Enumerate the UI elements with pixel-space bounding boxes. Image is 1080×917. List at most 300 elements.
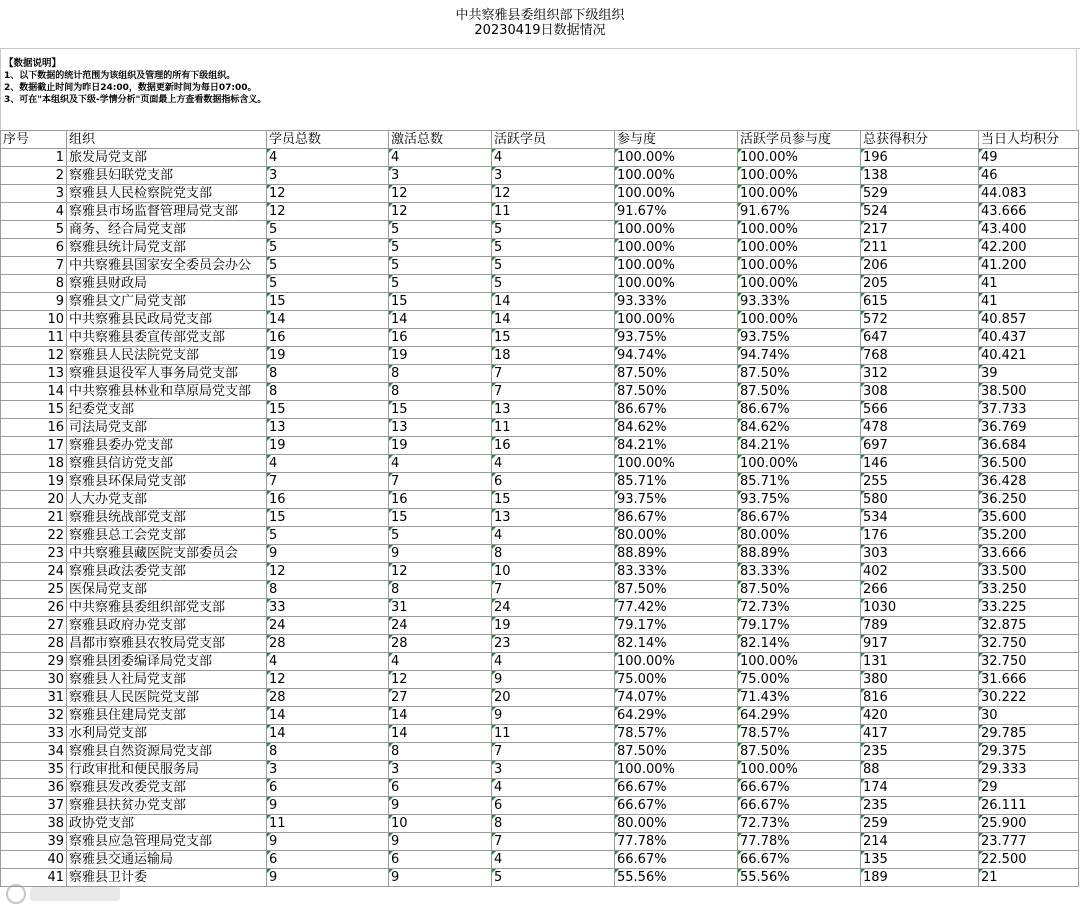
cell-activated[interactable]: 15 bbox=[389, 401, 492, 419]
cell-participation[interactable]: 86.67% bbox=[615, 401, 738, 419]
cell-active-students[interactable]: 13 bbox=[492, 509, 615, 527]
cell-activated[interactable]: 9 bbox=[389, 797, 492, 815]
cell-total-points[interactable]: 214 bbox=[861, 833, 979, 851]
cell-avg-points[interactable]: 33.666 bbox=[979, 545, 1079, 563]
cell-participation[interactable]: 91.67% bbox=[615, 203, 738, 221]
cell-index[interactable]: 30 bbox=[1, 671, 67, 689]
cell-activated[interactable]: 5 bbox=[389, 257, 492, 275]
cell-participation[interactable]: 74.07% bbox=[615, 689, 738, 707]
cell-active-students[interactable]: 24 bbox=[492, 599, 615, 617]
cell-org[interactable]: 察雅县交通运输局 bbox=[67, 851, 267, 869]
cell-active-students[interactable]: 16 bbox=[492, 437, 615, 455]
cell-participation[interactable]: 87.50% bbox=[615, 743, 738, 761]
cell-avg-points[interactable]: 39 bbox=[979, 365, 1079, 383]
header-activated[interactable]: 激活总数 bbox=[389, 131, 492, 149]
cell-activated[interactable]: 16 bbox=[389, 329, 492, 347]
cell-participation[interactable]: 100.00% bbox=[615, 455, 738, 473]
cell-activated[interactable]: 24 bbox=[389, 617, 492, 635]
cell-org[interactable]: 水利局党支部 bbox=[67, 725, 267, 743]
cell-total-students[interactable]: 3 bbox=[267, 761, 389, 779]
cell-participation[interactable]: 93.75% bbox=[615, 329, 738, 347]
cell-activated[interactable]: 3 bbox=[389, 167, 492, 185]
cell-org[interactable]: 政协党支部 bbox=[67, 815, 267, 833]
cell-total-points[interactable]: 312 bbox=[861, 365, 979, 383]
cell-active-participation[interactable]: 100.00% bbox=[738, 185, 861, 203]
cell-activated[interactable]: 14 bbox=[389, 311, 492, 329]
cell-active-students[interactable]: 12 bbox=[492, 185, 615, 203]
cell-avg-points[interactable]: 43.666 bbox=[979, 203, 1079, 221]
cell-index[interactable]: 12 bbox=[1, 347, 67, 365]
cell-total-points[interactable]: 615 bbox=[861, 293, 979, 311]
cell-activated[interactable]: 8 bbox=[389, 581, 492, 599]
cell-total-points[interactable]: 816 bbox=[861, 689, 979, 707]
cell-active-students[interactable]: 7 bbox=[492, 743, 615, 761]
cell-avg-points[interactable]: 38.500 bbox=[979, 383, 1079, 401]
cell-index[interactable]: 34 bbox=[1, 743, 67, 761]
cell-participation[interactable]: 55.56% bbox=[615, 869, 738, 887]
cell-total-students[interactable]: 33 bbox=[267, 599, 389, 617]
cell-active-participation[interactable]: 79.17% bbox=[738, 617, 861, 635]
cell-avg-points[interactable]: 36.684 bbox=[979, 437, 1079, 455]
cell-activated[interactable]: 5 bbox=[389, 527, 492, 545]
cell-activated[interactable]: 19 bbox=[389, 437, 492, 455]
cell-active-participation[interactable]: 100.00% bbox=[738, 455, 861, 473]
cell-index[interactable]: 1 bbox=[1, 149, 67, 167]
cell-total-students[interactable]: 4 bbox=[267, 149, 389, 167]
cell-activated[interactable]: 3 bbox=[389, 761, 492, 779]
cell-avg-points[interactable]: 42.200 bbox=[979, 239, 1079, 257]
cell-participation[interactable]: 100.00% bbox=[615, 239, 738, 257]
cell-org[interactable]: 察雅县扶贫办党支部 bbox=[67, 797, 267, 815]
cell-avg-points[interactable]: 22.500 bbox=[979, 851, 1079, 869]
cell-active-students[interactable]: 6 bbox=[492, 473, 615, 491]
cell-total-students[interactable]: 24 bbox=[267, 617, 389, 635]
cell-active-students[interactable]: 11 bbox=[492, 419, 615, 437]
cell-avg-points[interactable]: 33.250 bbox=[979, 581, 1079, 599]
cell-org[interactable]: 察雅县卫计委 bbox=[67, 869, 267, 887]
cell-activated[interactable]: 14 bbox=[389, 707, 492, 725]
cell-active-participation[interactable]: 86.67% bbox=[738, 401, 861, 419]
cell-active-participation[interactable]: 64.29% bbox=[738, 707, 861, 725]
cell-index[interactable]: 14 bbox=[1, 383, 67, 401]
cell-index[interactable]: 19 bbox=[1, 473, 67, 491]
cell-org[interactable]: 旅发局党支部 bbox=[67, 149, 267, 167]
cell-org[interactable]: 昌都市察雅县农牧局党支部 bbox=[67, 635, 267, 653]
cell-total-points[interactable]: 255 bbox=[861, 473, 979, 491]
cell-index[interactable]: 2 bbox=[1, 167, 67, 185]
cell-avg-points[interactable]: 32.750 bbox=[979, 653, 1079, 671]
cell-index[interactable]: 18 bbox=[1, 455, 67, 473]
cell-index[interactable]: 40 bbox=[1, 851, 67, 869]
cell-total-students[interactable]: 11 bbox=[267, 815, 389, 833]
cell-total-students[interactable]: 14 bbox=[267, 707, 389, 725]
cell-activated[interactable]: 15 bbox=[389, 509, 492, 527]
cell-total-students[interactable]: 12 bbox=[267, 185, 389, 203]
cell-active-participation[interactable]: 100.00% bbox=[738, 257, 861, 275]
cell-participation[interactable]: 88.89% bbox=[615, 545, 738, 563]
cell-total-students[interactable]: 16 bbox=[267, 491, 389, 509]
cell-avg-points[interactable]: 30 bbox=[979, 707, 1079, 725]
cell-activated[interactable]: 6 bbox=[389, 779, 492, 797]
cell-active-participation[interactable]: 78.57% bbox=[738, 725, 861, 743]
cell-index[interactable]: 23 bbox=[1, 545, 67, 563]
cell-activated[interactable]: 8 bbox=[389, 743, 492, 761]
cell-org[interactable]: 察雅县团委编译局党支部 bbox=[67, 653, 267, 671]
cell-total-points[interactable]: 206 bbox=[861, 257, 979, 275]
cell-avg-points[interactable]: 35.600 bbox=[979, 509, 1079, 527]
cell-active-participation[interactable]: 93.33% bbox=[738, 293, 861, 311]
cell-activated[interactable]: 5 bbox=[389, 275, 492, 293]
cell-total-points[interactable]: 308 bbox=[861, 383, 979, 401]
cell-total-students[interactable]: 12 bbox=[267, 563, 389, 581]
cell-active-participation[interactable]: 93.75% bbox=[738, 329, 861, 347]
cell-active-students[interactable]: 4 bbox=[492, 455, 615, 473]
cell-activated[interactable]: 5 bbox=[389, 221, 492, 239]
cell-participation[interactable]: 82.14% bbox=[615, 635, 738, 653]
cell-org[interactable]: 商务、经合局党支部 bbox=[67, 221, 267, 239]
cell-participation[interactable]: 75.00% bbox=[615, 671, 738, 689]
cell-active-participation[interactable]: 66.67% bbox=[738, 779, 861, 797]
cell-org[interactable]: 察雅县退役军人事务局党支部 bbox=[67, 365, 267, 383]
cell-index[interactable]: 21 bbox=[1, 509, 67, 527]
cell-org[interactable]: 察雅县人民医院党支部 bbox=[67, 689, 267, 707]
cell-total-students[interactable]: 12 bbox=[267, 203, 389, 221]
cell-total-points[interactable]: 478 bbox=[861, 419, 979, 437]
cell-activated[interactable]: 9 bbox=[389, 545, 492, 563]
cell-active-participation[interactable]: 100.00% bbox=[738, 653, 861, 671]
cell-activated[interactable]: 6 bbox=[389, 851, 492, 869]
cell-total-students[interactable]: 28 bbox=[267, 635, 389, 653]
cell-active-participation[interactable]: 82.14% bbox=[738, 635, 861, 653]
cell-index[interactable]: 32 bbox=[1, 707, 67, 725]
cell-active-students[interactable]: 7 bbox=[492, 833, 615, 851]
cell-avg-points[interactable]: 21 bbox=[979, 869, 1079, 887]
cell-avg-points[interactable]: 26.111 bbox=[979, 797, 1079, 815]
cell-active-students[interactable]: 7 bbox=[492, 383, 615, 401]
cell-total-points[interactable]: 131 bbox=[861, 653, 979, 671]
cell-active-participation[interactable]: 72.73% bbox=[738, 815, 861, 833]
cell-org[interactable]: 察雅县委办党支部 bbox=[67, 437, 267, 455]
cell-avg-points[interactable]: 40.437 bbox=[979, 329, 1079, 347]
cell-active-participation[interactable]: 93.75% bbox=[738, 491, 861, 509]
cell-total-points[interactable]: 534 bbox=[861, 509, 979, 527]
cell-activated[interactable]: 7 bbox=[389, 473, 492, 491]
cell-participation[interactable]: 93.33% bbox=[615, 293, 738, 311]
cell-active-participation[interactable]: 87.50% bbox=[738, 383, 861, 401]
cell-active-participation[interactable]: 100.00% bbox=[738, 149, 861, 167]
cell-index[interactable]: 20 bbox=[1, 491, 67, 509]
cell-org[interactable]: 察雅县总工会党支部 bbox=[67, 527, 267, 545]
cell-active-participation[interactable]: 77.78% bbox=[738, 833, 861, 851]
cell-total-students[interactable]: 28 bbox=[267, 689, 389, 707]
cell-activated[interactable]: 16 bbox=[389, 491, 492, 509]
cell-total-students[interactable]: 9 bbox=[267, 545, 389, 563]
cell-total-students[interactable]: 14 bbox=[267, 311, 389, 329]
cell-activated[interactable]: 10 bbox=[389, 815, 492, 833]
cell-avg-points[interactable]: 41.200 bbox=[979, 257, 1079, 275]
cell-index[interactable]: 22 bbox=[1, 527, 67, 545]
cell-active-participation[interactable]: 66.67% bbox=[738, 797, 861, 815]
cell-participation[interactable]: 100.00% bbox=[615, 167, 738, 185]
cell-avg-points[interactable]: 43.400 bbox=[979, 221, 1079, 239]
cell-active-participation[interactable]: 87.50% bbox=[738, 365, 861, 383]
cell-total-points[interactable]: 1030 bbox=[861, 599, 979, 617]
cell-active-participation[interactable]: 66.67% bbox=[738, 851, 861, 869]
cell-total-points[interactable]: 303 bbox=[861, 545, 979, 563]
cell-avg-points[interactable]: 36.250 bbox=[979, 491, 1079, 509]
cell-activated[interactable]: 12 bbox=[389, 185, 492, 203]
cell-total-points[interactable]: 566 bbox=[861, 401, 979, 419]
cell-total-students[interactable]: 19 bbox=[267, 347, 389, 365]
cell-org[interactable]: 医保局党支部 bbox=[67, 581, 267, 599]
cell-total-points[interactable]: 420 bbox=[861, 707, 979, 725]
cell-participation[interactable]: 84.21% bbox=[615, 437, 738, 455]
cell-total-students[interactable]: 5 bbox=[267, 257, 389, 275]
cell-avg-points[interactable]: 31.666 bbox=[979, 671, 1079, 689]
header-active-students[interactable]: 活跃学员 bbox=[492, 131, 615, 149]
cell-total-points[interactable]: 174 bbox=[861, 779, 979, 797]
cell-active-participation[interactable]: 83.33% bbox=[738, 563, 861, 581]
cell-index[interactable]: 35 bbox=[1, 761, 67, 779]
cell-active-students[interactable]: 5 bbox=[492, 221, 615, 239]
cell-index[interactable]: 41 bbox=[1, 869, 67, 887]
cell-org[interactable]: 察雅县住建局党支部 bbox=[67, 707, 267, 725]
cell-avg-points[interactable]: 35.200 bbox=[979, 527, 1079, 545]
cell-participation[interactable]: 66.67% bbox=[615, 797, 738, 815]
cell-org[interactable]: 中共察雅县委宣传部党支部 bbox=[67, 329, 267, 347]
cell-activated[interactable]: 5 bbox=[389, 239, 492, 257]
cell-total-students[interactable]: 8 bbox=[267, 365, 389, 383]
cell-participation[interactable]: 64.29% bbox=[615, 707, 738, 725]
cell-index[interactable]: 36 bbox=[1, 779, 67, 797]
cell-active-students[interactable]: 11 bbox=[492, 203, 615, 221]
cell-activated[interactable]: 9 bbox=[389, 869, 492, 887]
cell-active-participation[interactable]: 85.71% bbox=[738, 473, 861, 491]
cell-org[interactable]: 察雅县财政局 bbox=[67, 275, 267, 293]
cell-active-students[interactable]: 5 bbox=[492, 275, 615, 293]
cell-active-students[interactable]: 5 bbox=[492, 239, 615, 257]
cell-participation[interactable]: 100.00% bbox=[615, 311, 738, 329]
cell-participation[interactable]: 85.71% bbox=[615, 473, 738, 491]
cell-org[interactable]: 中共察雅县民政局党支部 bbox=[67, 311, 267, 329]
cell-active-students[interactable]: 5 bbox=[492, 869, 615, 887]
cell-org[interactable]: 察雅县自然资源局党支部 bbox=[67, 743, 267, 761]
cell-active-students[interactable]: 3 bbox=[492, 167, 615, 185]
cell-active-participation[interactable]: 100.00% bbox=[738, 221, 861, 239]
cell-total-points[interactable]: 402 bbox=[861, 563, 979, 581]
cell-active-participation[interactable]: 72.73% bbox=[738, 599, 861, 617]
cell-active-participation[interactable]: 84.21% bbox=[738, 437, 861, 455]
cell-total-points[interactable]: 266 bbox=[861, 581, 979, 599]
cell-total-students[interactable]: 8 bbox=[267, 581, 389, 599]
cell-total-students[interactable]: 16 bbox=[267, 329, 389, 347]
header-index[interactable]: 序号 bbox=[1, 131, 67, 149]
cell-activated[interactable]: 19 bbox=[389, 347, 492, 365]
cell-active-students[interactable]: 9 bbox=[492, 707, 615, 725]
cell-active-participation[interactable]: 87.50% bbox=[738, 581, 861, 599]
cell-active-students[interactable]: 18 bbox=[492, 347, 615, 365]
cell-activated[interactable]: 13 bbox=[389, 419, 492, 437]
cell-org[interactable]: 司法局党支部 bbox=[67, 419, 267, 437]
cell-org[interactable]: 行政审批和便民服务局 bbox=[67, 761, 267, 779]
cell-participation[interactable]: 84.62% bbox=[615, 419, 738, 437]
cell-activated[interactable]: 4 bbox=[389, 653, 492, 671]
cell-avg-points[interactable]: 49 bbox=[979, 149, 1079, 167]
cell-participation[interactable]: 80.00% bbox=[615, 527, 738, 545]
cell-total-students[interactable]: 5 bbox=[267, 221, 389, 239]
cell-participation[interactable]: 100.00% bbox=[615, 149, 738, 167]
cell-participation[interactable]: 77.42% bbox=[615, 599, 738, 617]
cell-total-points[interactable]: 789 bbox=[861, 617, 979, 635]
cell-index[interactable]: 29 bbox=[1, 653, 67, 671]
cell-participation[interactable]: 87.50% bbox=[615, 581, 738, 599]
cell-org[interactable]: 察雅县统计局党支部 bbox=[67, 239, 267, 257]
cell-participation[interactable]: 87.50% bbox=[615, 383, 738, 401]
cell-active-participation[interactable]: 87.50% bbox=[738, 743, 861, 761]
cell-org[interactable]: 中共察雅县委组织部党支部 bbox=[67, 599, 267, 617]
cell-active-students[interactable]: 9 bbox=[492, 671, 615, 689]
cell-total-points[interactable]: 196 bbox=[861, 149, 979, 167]
cell-active-students[interactable]: 4 bbox=[492, 527, 615, 545]
header-avg-points[interactable]: 当日人均积分 bbox=[979, 131, 1079, 149]
cell-activated[interactable]: 12 bbox=[389, 203, 492, 221]
cell-participation[interactable]: 83.33% bbox=[615, 563, 738, 581]
cell-active-participation[interactable]: 100.00% bbox=[738, 167, 861, 185]
cell-active-participation[interactable]: 71.43% bbox=[738, 689, 861, 707]
cell-active-participation[interactable]: 88.89% bbox=[738, 545, 861, 563]
cell-active-students[interactable]: 19 bbox=[492, 617, 615, 635]
cell-active-students[interactable]: 23 bbox=[492, 635, 615, 653]
cell-total-students[interactable]: 5 bbox=[267, 239, 389, 257]
cell-participation[interactable]: 100.00% bbox=[615, 221, 738, 239]
cell-total-points[interactable]: 138 bbox=[861, 167, 979, 185]
cell-avg-points[interactable]: 37.733 bbox=[979, 401, 1079, 419]
cell-org[interactable]: 察雅县应急管理局党支部 bbox=[67, 833, 267, 851]
cell-avg-points[interactable]: 36.500 bbox=[979, 455, 1079, 473]
cell-total-students[interactable]: 15 bbox=[267, 509, 389, 527]
cell-participation[interactable]: 100.00% bbox=[615, 185, 738, 203]
cell-participation[interactable]: 100.00% bbox=[615, 761, 738, 779]
cell-activated[interactable]: 4 bbox=[389, 455, 492, 473]
cell-avg-points[interactable]: 44.083 bbox=[979, 185, 1079, 203]
cell-avg-points[interactable]: 29.333 bbox=[979, 761, 1079, 779]
cell-org[interactable]: 人大办党支部 bbox=[67, 491, 267, 509]
cell-avg-points[interactable]: 36.769 bbox=[979, 419, 1079, 437]
cell-active-students[interactable]: 8 bbox=[492, 545, 615, 563]
cell-index[interactable]: 5 bbox=[1, 221, 67, 239]
cell-index[interactable]: 9 bbox=[1, 293, 67, 311]
cell-active-students[interactable]: 10 bbox=[492, 563, 615, 581]
cell-total-points[interactable]: 380 bbox=[861, 671, 979, 689]
cell-avg-points[interactable]: 29 bbox=[979, 779, 1079, 797]
cell-total-students[interactable]: 13 bbox=[267, 419, 389, 437]
cell-total-points[interactable]: 135 bbox=[861, 851, 979, 869]
cell-org[interactable]: 察雅县人民检察院党支部 bbox=[67, 185, 267, 203]
cell-participation[interactable]: 66.67% bbox=[615, 779, 738, 797]
cell-total-students[interactable]: 9 bbox=[267, 869, 389, 887]
cell-total-points[interactable]: 217 bbox=[861, 221, 979, 239]
cell-index[interactable]: 31 bbox=[1, 689, 67, 707]
cell-active-participation[interactable]: 100.00% bbox=[738, 275, 861, 293]
cell-total-points[interactable]: 211 bbox=[861, 239, 979, 257]
cell-avg-points[interactable]: 33.500 bbox=[979, 563, 1079, 581]
cell-index[interactable]: 11 bbox=[1, 329, 67, 347]
cell-index[interactable]: 13 bbox=[1, 365, 67, 383]
cell-index[interactable]: 25 bbox=[1, 581, 67, 599]
cell-total-students[interactable]: 6 bbox=[267, 779, 389, 797]
cell-activated[interactable]: 31 bbox=[389, 599, 492, 617]
cell-index[interactable]: 33 bbox=[1, 725, 67, 743]
cell-total-points[interactable]: 235 bbox=[861, 743, 979, 761]
cell-index[interactable]: 38 bbox=[1, 815, 67, 833]
cell-active-participation[interactable]: 86.67% bbox=[738, 509, 861, 527]
cell-total-students[interactable]: 9 bbox=[267, 833, 389, 851]
cell-active-students[interactable]: 14 bbox=[492, 293, 615, 311]
cell-active-students[interactable]: 14 bbox=[492, 311, 615, 329]
cell-total-students[interactable]: 9 bbox=[267, 797, 389, 815]
cell-index[interactable]: 4 bbox=[1, 203, 67, 221]
header-org[interactable]: 组织 bbox=[67, 131, 267, 149]
cell-active-participation[interactable]: 100.00% bbox=[738, 239, 861, 257]
cell-total-points[interactable]: 205 bbox=[861, 275, 979, 293]
cell-avg-points[interactable]: 32.875 bbox=[979, 617, 1079, 635]
cell-active-participation[interactable]: 100.00% bbox=[738, 311, 861, 329]
cell-avg-points[interactable]: 40.857 bbox=[979, 311, 1079, 329]
header-active-participation[interactable]: 活跃学员参与度 bbox=[738, 131, 861, 149]
cell-total-students[interactable]: 15 bbox=[267, 401, 389, 419]
cell-avg-points[interactable]: 25.900 bbox=[979, 815, 1079, 833]
cell-total-points[interactable]: 647 bbox=[861, 329, 979, 347]
cell-active-students[interactable]: 4 bbox=[492, 779, 615, 797]
cell-active-students[interactable]: 15 bbox=[492, 329, 615, 347]
cell-org[interactable]: 察雅县信访党支部 bbox=[67, 455, 267, 473]
cell-index[interactable]: 6 bbox=[1, 239, 67, 257]
cell-index[interactable]: 26 bbox=[1, 599, 67, 617]
cell-activated[interactable]: 4 bbox=[389, 149, 492, 167]
cell-active-students[interactable]: 4 bbox=[492, 851, 615, 869]
cell-active-students[interactable]: 15 bbox=[492, 491, 615, 509]
cell-participation[interactable]: 94.74% bbox=[615, 347, 738, 365]
cell-avg-points[interactable]: 41 bbox=[979, 293, 1079, 311]
cell-total-points[interactable]: 417 bbox=[861, 725, 979, 743]
cell-participation[interactable]: 79.17% bbox=[615, 617, 738, 635]
cell-participation[interactable]: 66.67% bbox=[615, 851, 738, 869]
cell-activated[interactable]: 8 bbox=[389, 383, 492, 401]
cell-avg-points[interactable]: 46 bbox=[979, 167, 1079, 185]
cell-index[interactable]: 3 bbox=[1, 185, 67, 203]
cell-index[interactable]: 37 bbox=[1, 797, 67, 815]
cell-active-students[interactable]: 7 bbox=[492, 581, 615, 599]
cell-org[interactable]: 纪委党支部 bbox=[67, 401, 267, 419]
cell-participation[interactable]: 78.57% bbox=[615, 725, 738, 743]
cell-org[interactable]: 察雅县发改委党支部 bbox=[67, 779, 267, 797]
cell-active-students[interactable]: 11 bbox=[492, 725, 615, 743]
cell-active-students[interactable]: 8 bbox=[492, 815, 615, 833]
cell-active-participation[interactable]: 91.67% bbox=[738, 203, 861, 221]
cell-index[interactable]: 7 bbox=[1, 257, 67, 275]
cell-total-points[interactable]: 697 bbox=[861, 437, 979, 455]
cell-avg-points[interactable]: 32.750 bbox=[979, 635, 1079, 653]
cell-org[interactable]: 察雅县环保局党支部 bbox=[67, 473, 267, 491]
header-total-students[interactable]: 学员总数 bbox=[267, 131, 389, 149]
cell-active-participation[interactable]: 75.00% bbox=[738, 671, 861, 689]
cell-avg-points[interactable]: 41 bbox=[979, 275, 1079, 293]
cell-org[interactable]: 中共察雅县林业和草原局党支部 bbox=[67, 383, 267, 401]
cell-active-students[interactable]: 4 bbox=[492, 149, 615, 167]
cell-org[interactable]: 察雅县市场监督管理局党支部 bbox=[67, 203, 267, 221]
cell-active-participation[interactable]: 100.00% bbox=[738, 761, 861, 779]
cell-total-students[interactable]: 8 bbox=[267, 743, 389, 761]
